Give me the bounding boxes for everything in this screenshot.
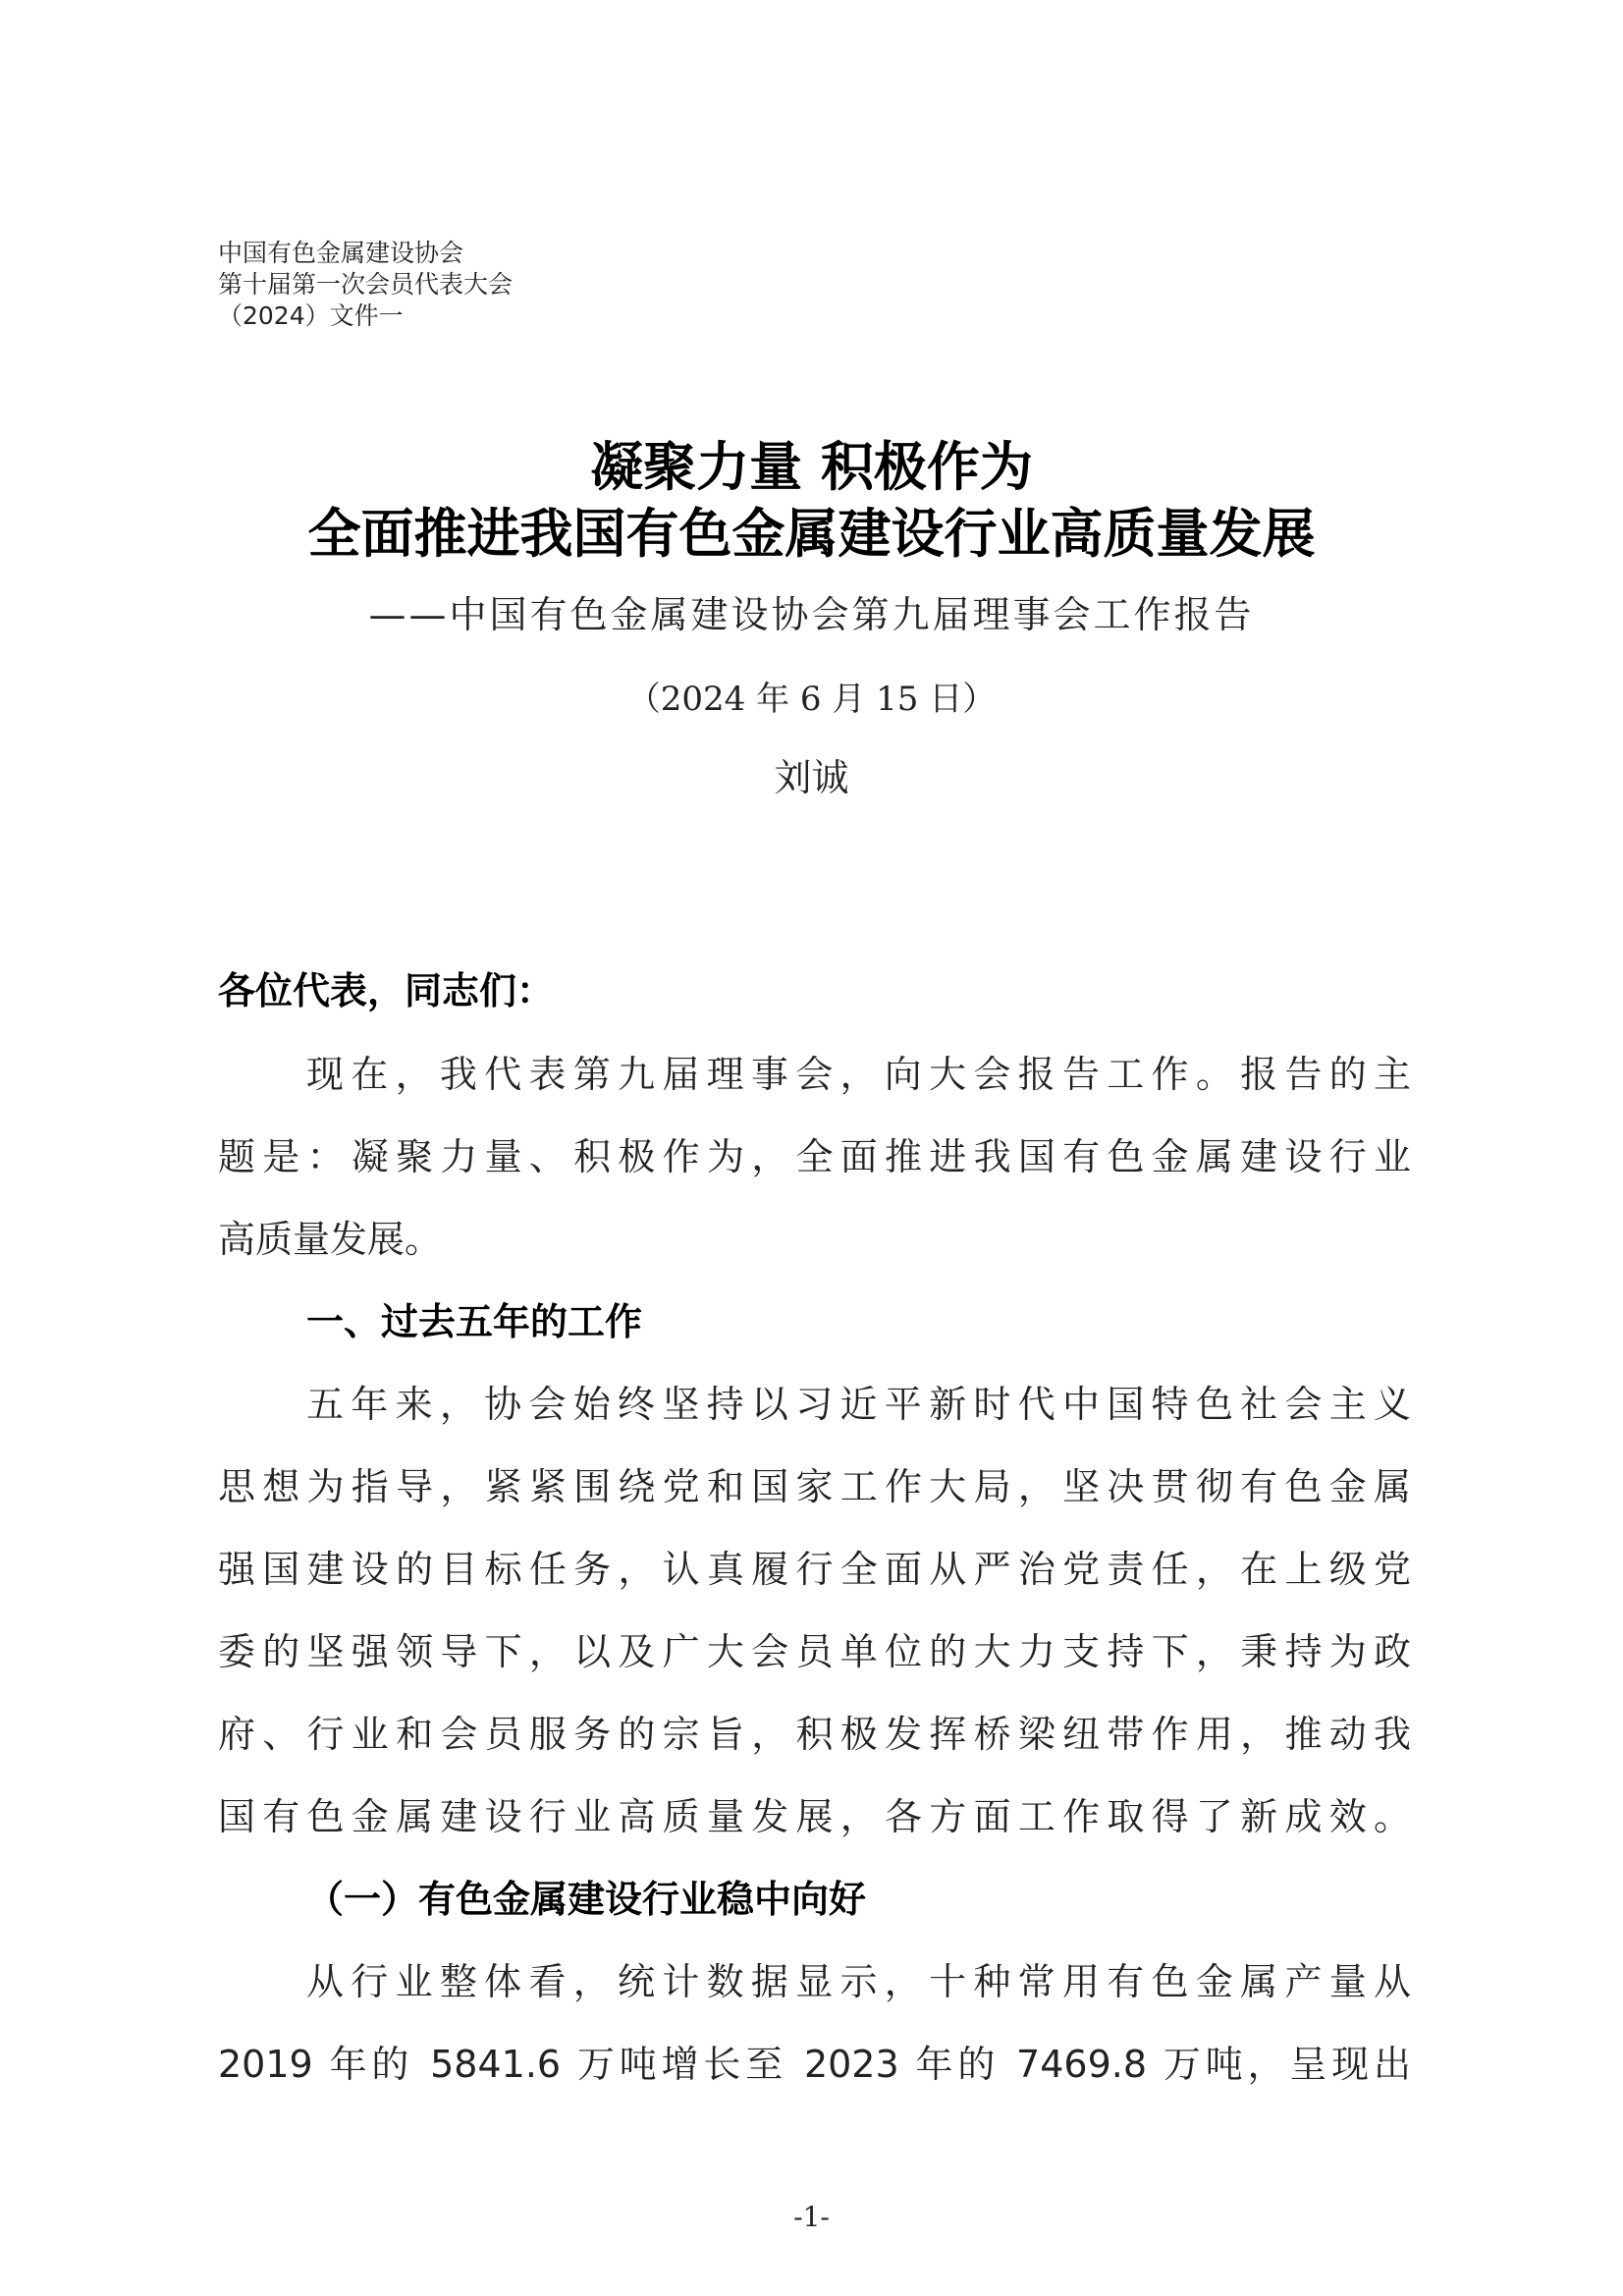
document-header-meta bbox=[218, 238, 513, 332]
paragraph-2-line: 强国建设的目标任务，认真履行全面从严治党责任，在上级党 bbox=[218, 1548, 1411, 1591]
paragraph-1-line: 高质量发展。 bbox=[218, 1218, 443, 1261]
paragraph-2-line: 委的坚强领导下，以及广大会员单位的大力支持下，秉持为政 bbox=[218, 1630, 1411, 1673]
section-heading: 一、过去五年的工作 bbox=[306, 1300, 643, 1343]
paragraph-1-line: 题是：凝聚力量、积极作为，全面推进我国有色金属建设行业 bbox=[218, 1135, 1411, 1178]
paragraph-2-line: 五年来，协会始终坚持以习近平新时代中国特色社会主义 bbox=[306, 1383, 1411, 1426]
document-author: 刘诚 bbox=[774, 756, 849, 799]
meta-org: 中国有色金属建设协会 bbox=[218, 239, 464, 267]
document-title-line-1: 凝聚力量 积极作为 bbox=[590, 435, 1033, 498]
paragraph-1-line: 现在，我代表第九届理事会，向大会报告工作。报告的主 bbox=[306, 1053, 1411, 1096]
document-title-line-2: 全面推进我国有色金属建设行业高质量发展 bbox=[307, 502, 1316, 565]
paragraph-3-line: 2019 年的 5841.6 万吨增长至 2023 年的 7469.8 万吨，呈现出 bbox=[218, 2043, 1411, 2086]
paragraph-2-line: 国有色金属建设行业高质量发展，各方面工作取得了新成效。 bbox=[218, 1795, 1411, 1838]
meta-meeting: 第十届第一次会员代表大会 bbox=[218, 270, 514, 299]
meta-doc-number: （2024）文件一 bbox=[218, 301, 404, 330]
paragraph-2-line: 府、行业和会员服务的宗旨，积极发挥桥梁纽带作用，推动我 bbox=[218, 1713, 1411, 1756]
subsection-heading: （一）有色金属建设行业稳中向好 bbox=[306, 1878, 867, 1921]
document-subtitle: ——中国有色金属建设协会第九届理事会工作报告 bbox=[368, 593, 1255, 636]
page-number: -1- bbox=[793, 2201, 830, 2233]
salutation: 各位代表，同志们： bbox=[218, 969, 555, 1012]
paragraph-2-line: 思想为指导，紧紧围绕党和国家工作大局，坚决贯彻有色金属 bbox=[218, 1465, 1411, 1508]
document-date: （2024 年 6 月 15 日） bbox=[626, 680, 997, 719]
paragraph-3-line: 从行业整体看，统计数据显示，十种常用有色金属产量从 bbox=[306, 1960, 1411, 2003]
